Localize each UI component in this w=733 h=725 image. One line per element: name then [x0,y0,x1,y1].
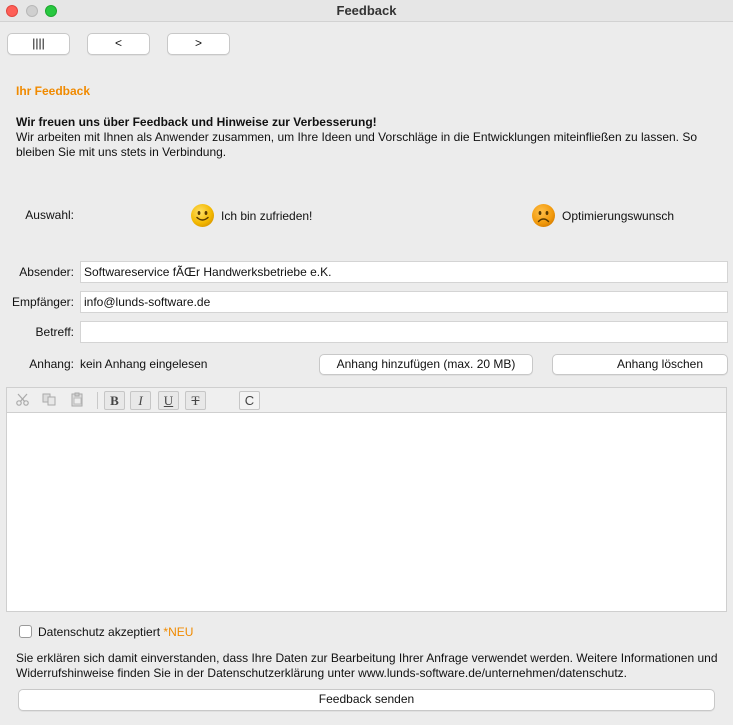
sender-field[interactable]: Softwareservice fÃŒr Handwerksbetriebe e.K. [80,261,728,283]
recipient-label: Empfänger: [11,295,74,309]
happy-option-label: Ich bin zufrieden! [221,208,313,223]
privacy-text: Sie erklären sich damit einverstanden, dass Ihre Daten zur Bearbeitung Ihrer Anfrage verwendet werden. Weitere Informationen und Widerrufshinweise finden Sie in der Datenschutzerklärung unter www.lunds-software.de/unternehmen/datenschutz. [16,651,718,680]
window-title: Feedback [336,3,397,18]
nav-next-button[interactable]: > [167,33,230,55]
subject-label: Betreff: [35,325,74,339]
underline-button[interactable]: U [158,391,179,410]
privacy-checkbox[interactable] [19,625,32,638]
optimization-option[interactable] [531,203,674,228]
delete-attachment-button[interactable]: Anhang löschen [552,354,728,375]
bold-button[interactable]: B [104,391,125,410]
sad-smiley-icon [531,203,556,228]
paste-button[interactable] [67,391,88,410]
nav-prev-button[interactable]: < [87,33,150,55]
happy-option[interactable] [190,203,312,228]
copy-button[interactable] [39,391,60,410]
strikethrough-button[interactable]: T [185,391,206,410]
send-feedback-button[interactable]: Feedback senden [18,689,715,711]
section-title: Ihr Feedback [16,84,91,98]
subject-field[interactable] [80,321,728,343]
copy-icon [41,392,58,407]
recipient-field[interactable]: info@lunds-software.de [80,291,728,313]
scissors-icon [15,392,32,407]
optimization-option-label: Optimierungswunsch [562,208,675,223]
attachment-status: kein Anhang eingelesen [80,357,208,371]
color-button[interactable]: C [239,391,260,410]
privacy-checkbox-row [38,625,193,639]
sender-label: Absender: [19,265,74,279]
happy-smiley-icon [190,203,215,228]
toolbar-separator [97,392,98,409]
message-editor[interactable] [6,387,727,612]
selection-label: Auswahl: [25,208,74,222]
new-badge: *NEU [163,625,194,639]
privacy-checkbox-label: Datenschutz akzeptiert [38,625,161,639]
italic-button[interactable]: I [130,391,151,410]
editor-toolbar [7,388,726,413]
nav-first-button[interactable]: |||| [7,33,70,55]
clipboard-icon [69,392,86,407]
attachment-label: Anhang: [29,357,74,371]
intro-text: Wir arbeiten mit Ihnen als Anwender zusammen, um Ihre Ideen und Vorschläge in die Entwicklungen miteinfließen zu lassen. So bleiben Sie mit uns stets in Verbindung. [16,130,698,159]
intro-headline: Wir freuen uns über Feedback und Hinweise zur Verbesserung! [16,115,377,129]
cut-button[interactable] [13,391,34,410]
add-attachment-button[interactable]: Anhang hinzufügen (max. 20 MB) [319,354,533,375]
title-bar [0,0,733,22]
message-textarea[interactable] [13,418,718,603]
